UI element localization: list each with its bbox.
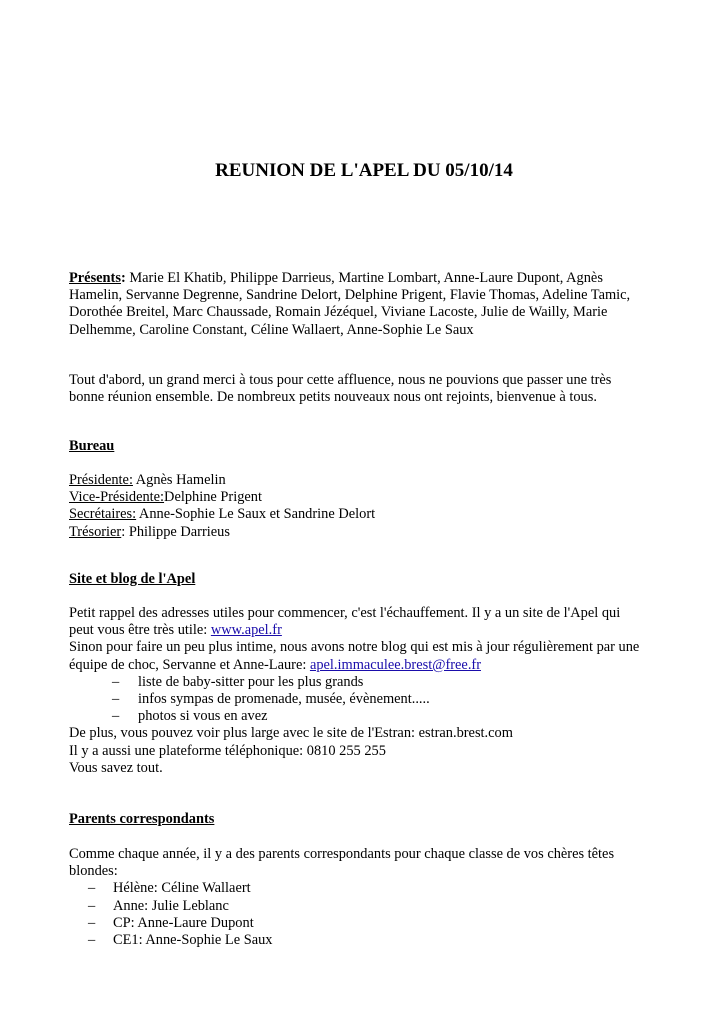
list-item: – Anne: Julie Leblanc	[88, 897, 229, 914]
parents-heading: Parents correspondants	[69, 811, 215, 827]
parents-content: Comme chaque année, il y a des parents correspondants pour chaque classe de vos chères têtes blondes: – Hélène: Céline Wallaert – Anne: Julie Leblanc – CP: Anne-Laure Dupont – CE1: Anne-Sophie Le Saux	[69, 846, 659, 949]
intro-paragraph: Tout d'abord, un grand merci à tous pour cette affluence, nous ne pouvions que passer une très bonne réunion ensemble. De nombreux petits nouveaux nous ont rejoints, bienvenue à tous.	[69, 372, 612, 406]
list-item: – CE1: Anne-Sophie Le Saux	[88, 932, 273, 949]
bureau-heading: Bureau	[69, 438, 115, 454]
role-secretaires: Secrétaires: Anne-Sophie Le Saux et Sandrine Delort	[69, 506, 376, 523]
list-item: – photos si vous en avez	[112, 708, 268, 725]
presents-line-1: Présents: Marie El Khatib, Philippe Darrieus, Martine Lombart, Anne-Laure Dupont, Agnès	[69, 270, 603, 286]
list-item: – liste de baby-sitter pour les plus grands	[112, 673, 364, 690]
presents-line-2: Hamelin, Servanne Degrenne, Sandrine Delort, Delphine Prigent, Flavie Thomas, Adeline Tamic,	[69, 287, 631, 304]
list-item: – infos sympas de promenade, musée, évènement.....	[112, 691, 430, 708]
presents-label: Présents	[69, 270, 121, 286]
bureau-section	[69, 438, 659, 455]
apel-site-link[interactable]: www.apel.fr	[210, 622, 282, 639]
role-vice-presidente: Vice-Présidente:Delphine Prigent	[69, 489, 262, 506]
blog-email-link[interactable]: apel.immaculee.brest@free.fr	[309, 656, 481, 673]
list-item: – CP: Anne-Laure Dupont	[88, 914, 254, 931]
role-presidente: Présidente: Agnès Hamelin	[69, 472, 226, 488]
parents-section	[69, 811, 659, 828]
presents-line-3: Dorothée Breitel, Marc Chaussade, Romain Jézéquel, Viviane Lacoste, Julie de Wailly, Marie	[69, 304, 608, 321]
site-list	[69, 674, 659, 726]
bureau-roles	[69, 472, 659, 541]
role-tresorier: Trésorier: Philippe Darrieus	[69, 523, 230, 540]
site-heading: Site et blog de l'Apel	[69, 571, 196, 587]
site-content: Petit rappel des adresses utiles pour commencer, c'est l'échauffement. Il y a un site de l'Apel qui peut vous être très utile: www.apel.fr Sinon pour faire un peu plus intime, nous avons notre blog qui est mis à jour régulièrement par une équipe de choc, Servanne et Anne-Laure: apel.immaculee.brest@free.fr – liste de baby-sitter pour les plus grands – infos sympas de promenade, musée, évènement..... – photos si vous en avez De plus, vous pouvez voir plus large avec le site de l'Estran: estran.brest.com Il y a aussi une plateforme téléphonique: 0810 255 255 Vous savez tout.	[69, 605, 659, 777]
document-title: REUNION DE L'APEL DU 05/10/14	[215, 160, 513, 181]
presents-line-4: Delhemme, Caroline Constant, Céline Wallaert, Anne-Sophie Le Saux	[69, 321, 474, 338]
site-section	[69, 571, 659, 588]
parents-list	[69, 880, 659, 949]
presents-names: Marie El Khatib, Philippe Darrieus, Martine Lombart, Anne-Laure Dupont, Agnès	[125, 270, 603, 286]
presents-section	[69, 270, 659, 339]
list-item: – Hélène: Céline Wallaert	[88, 880, 251, 897]
